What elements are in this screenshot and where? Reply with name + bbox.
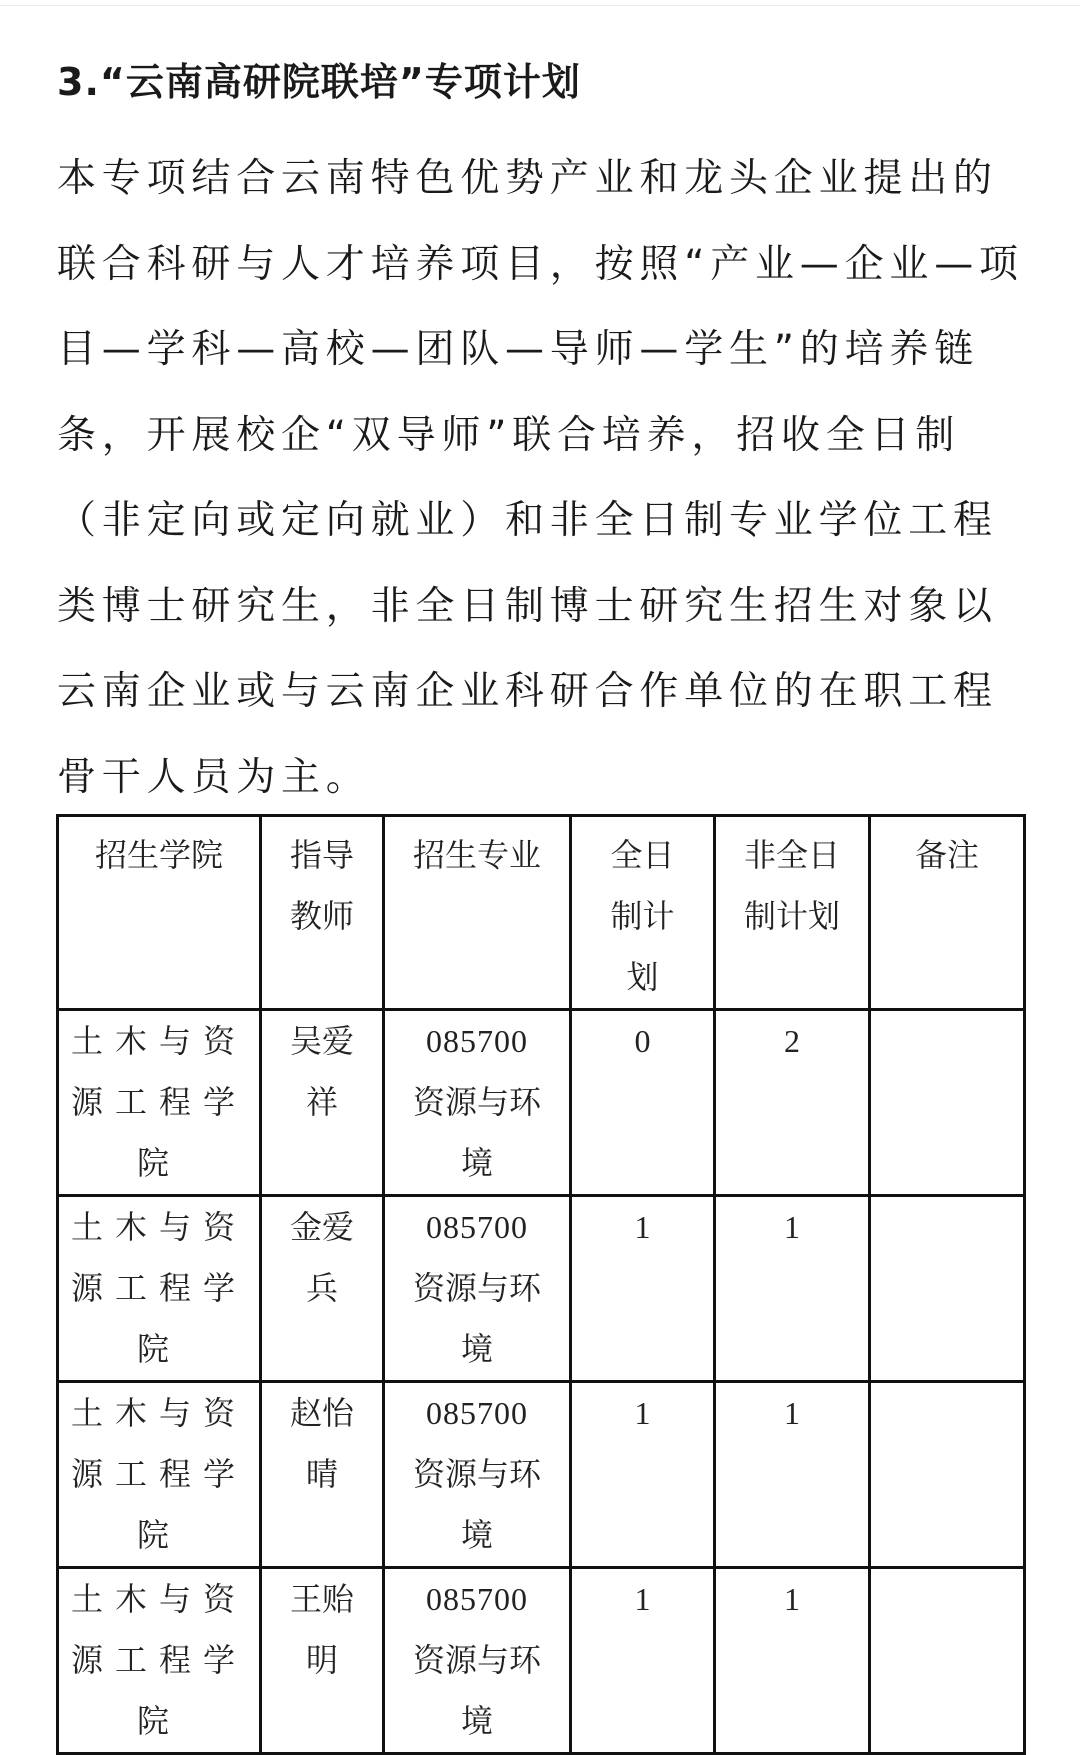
header-teacher: 指导 教师 bbox=[261, 816, 384, 1010]
header-major: 招生专业 bbox=[384, 816, 571, 1010]
section-heading: 3.“云南高研院联培”专项计划 bbox=[57, 60, 581, 104]
cell-major: 085700 资源与环 境 bbox=[384, 1196, 571, 1382]
cell-parttime-plan: 1 bbox=[715, 1196, 870, 1382]
table-header-row bbox=[58, 816, 1025, 1010]
cell-college: 土木与资 源工程学 院 bbox=[58, 1010, 261, 1196]
cell-teacher: 王贻 明 bbox=[261, 1568, 384, 1754]
cell-major: 085700 资源与环 境 bbox=[384, 1568, 571, 1754]
cell-remark bbox=[870, 1382, 1025, 1568]
paragraph-line: （非定向或定向就业）和非全日制专业学位工程 bbox=[57, 498, 998, 543]
cell-parttime-plan: 1 bbox=[715, 1382, 870, 1568]
header-remark: 备注 bbox=[870, 816, 1025, 1010]
section-paragraph bbox=[57, 136, 1025, 820]
table-row bbox=[58, 1568, 1025, 1754]
cell-fulltime-plan: 1 bbox=[571, 1196, 715, 1382]
table-row bbox=[58, 1196, 1025, 1382]
cell-remark bbox=[870, 1568, 1025, 1754]
cell-remark bbox=[870, 1196, 1025, 1382]
paragraph-line: 目—学科—高校—团队—导师—学生”的培养链 bbox=[57, 327, 980, 372]
cell-fulltime-plan: 0 bbox=[571, 1010, 715, 1196]
paragraph-line: 骨干人员为主。 bbox=[57, 754, 371, 800]
paragraph-line: 类博士研究生，非全日制博士研究生招生对象以 bbox=[57, 583, 998, 629]
cell-teacher: 赵怡 晴 bbox=[261, 1382, 384, 1568]
paragraph-line: 条，开展校企“双导师”联合培养，招收全日制 bbox=[57, 412, 961, 458]
cell-college: 土木与资 源工程学 院 bbox=[58, 1196, 261, 1382]
paragraph-line: 本专项结合云南特色优势产业和龙头企业提出的 bbox=[57, 156, 998, 201]
cell-major: 085700 资源与环 境 bbox=[384, 1010, 571, 1196]
cell-remark bbox=[870, 1010, 1025, 1196]
cell-college: 土木与资 源工程学 院 bbox=[58, 1568, 261, 1754]
cell-fulltime-plan: 1 bbox=[571, 1382, 715, 1568]
cell-teacher: 金爱 兵 bbox=[261, 1196, 384, 1382]
cell-major: 085700 资源与环 境 bbox=[384, 1382, 571, 1568]
cell-parttime-plan: 2 bbox=[715, 1010, 870, 1196]
paragraph-line: 联合科研与人才培养项目，按照“产业—企业—项 bbox=[57, 241, 1024, 287]
enrollment-plan-table bbox=[56, 814, 1026, 1755]
top-divider bbox=[0, 5, 1080, 6]
cell-college: 土木与资 源工程学 院 bbox=[58, 1382, 261, 1568]
header-fulltime-plan: 全日 制计 划 bbox=[571, 816, 715, 1010]
header-parttime-plan: 非全日 制计划 bbox=[715, 816, 870, 1010]
cell-parttime-plan: 1 bbox=[715, 1568, 870, 1754]
paragraph-line: 云南企业或与云南企业科研合作单位的在职工程 bbox=[57, 669, 998, 714]
table-row bbox=[58, 1010, 1025, 1196]
table-row bbox=[58, 1382, 1025, 1568]
header-college: 招生学院 bbox=[58, 816, 261, 1010]
cell-fulltime-plan: 1 bbox=[571, 1568, 715, 1754]
cell-teacher: 吴爱 祥 bbox=[261, 1010, 384, 1196]
